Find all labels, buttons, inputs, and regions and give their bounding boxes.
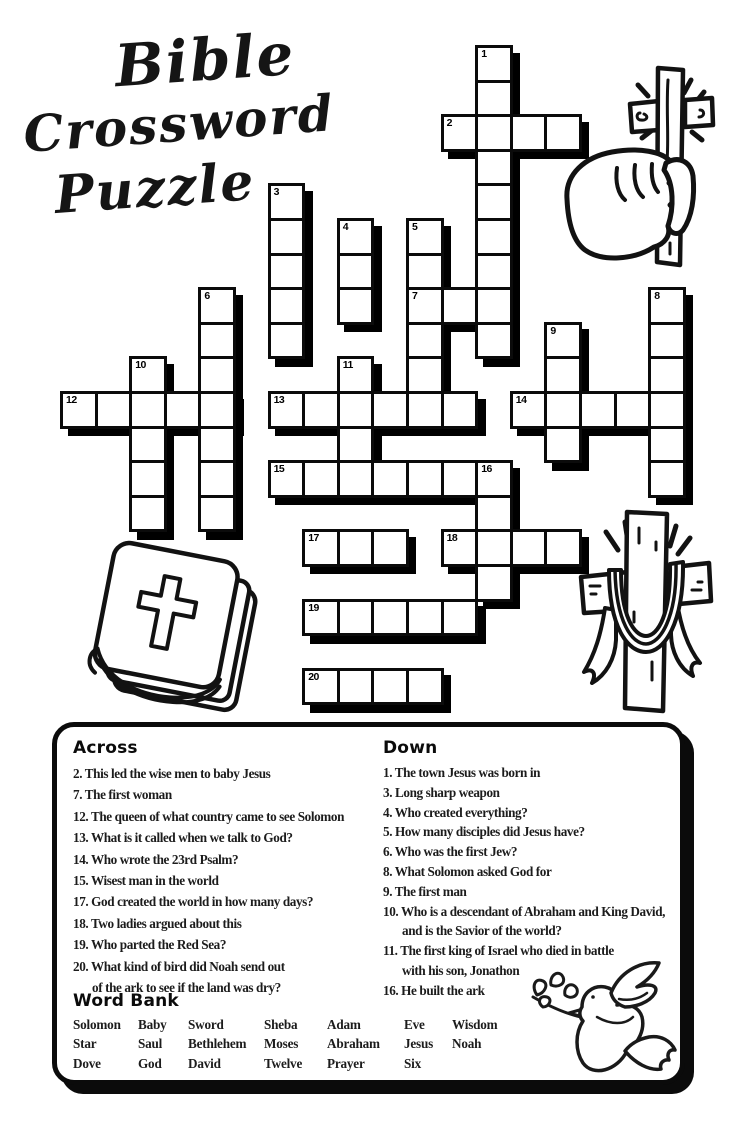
clue-item: 1. The town Jesus was born in (383, 765, 541, 780)
grid-cell[interactable] (98, 394, 130, 426)
grid-cell[interactable] (547, 359, 579, 391)
grid-cell[interactable] (374, 602, 406, 634)
clue-item: 19. Who parted the Red Sea? (73, 937, 227, 953)
grid-cell[interactable] (201, 325, 233, 357)
grid-cell[interactable] (374, 532, 406, 564)
grid-cell-number: 19 (308, 601, 319, 614)
grid-cell[interactable] (340, 256, 372, 288)
word-bank-word: Adam (327, 1017, 361, 1032)
grid-cell-number: 1 (481, 48, 487, 60)
grid-cell-number: 14 (515, 394, 527, 406)
grid-cell[interactable] (478, 567, 510, 599)
word-bank-header: Word Bank (73, 991, 179, 1011)
clue-item: 10. Who is a descendant of Abraham and King David, and is the Savior of the world? (383, 902, 679, 942)
title-line-3: Puzzle (52, 151, 258, 226)
grid-cell-number: 12 (66, 394, 77, 406)
grid-cell[interactable] (444, 394, 476, 426)
word-18-across (441, 529, 582, 567)
bible-book-icon (90, 542, 262, 714)
word-bank-word: Wisdom (452, 1017, 498, 1032)
clue-item: 12. The queen of what country came to see Solomon (73, 808, 345, 824)
grid-cell[interactable] (409, 256, 441, 288)
grid-cell[interactable] (132, 498, 164, 530)
clue-item: 15. Wisest man in the world (73, 873, 219, 889)
word-bank-word: Prayer (327, 1055, 365, 1071)
word-14-across (510, 391, 686, 429)
grid-cell-number: 10 (135, 359, 146, 372)
word-bank-grid (73, 1017, 497, 1075)
grid-cell-number: 6 (204, 290, 210, 303)
grid-cell[interactable] (444, 290, 476, 322)
grid-cell[interactable] (409, 463, 441, 495)
word-bank-word: Twelve (264, 1055, 303, 1071)
grid-cell[interactable] (132, 394, 164, 426)
clue-item: 13. What is it called when we talk to God? (73, 830, 293, 846)
grid-cell[interactable] (651, 463, 683, 495)
grid-cell[interactable] (201, 359, 233, 391)
across-clue-list (73, 763, 378, 998)
grid-cell[interactable] (201, 498, 233, 530)
clue-item-wrap: of the ark to see if the land was dry? (92, 980, 281, 996)
clue-item: 4. Who created everything? (383, 804, 528, 820)
grid-cell[interactable] (374, 394, 406, 426)
clues-panel (52, 722, 685, 1085)
across-header: Across (73, 738, 138, 758)
clue-item: 7. The first woman (73, 787, 172, 803)
grid-cell[interactable] (132, 429, 164, 461)
word-20-across (302, 668, 443, 706)
grid-cell[interactable] (478, 83, 510, 115)
grid-cell[interactable] (340, 532, 372, 564)
word-bank-word: Bethlehem (188, 1036, 247, 1052)
grid-cell-number: 9 (550, 324, 556, 337)
word-bank-word: Moses (264, 1036, 299, 1052)
clue-item-wrap: with his son, Jonathon (402, 962, 520, 978)
grid-cell[interactable] (513, 532, 545, 564)
grid-cell[interactable] (340, 394, 372, 426)
word-19-across (302, 599, 478, 637)
grid-cell[interactable] (478, 117, 510, 149)
grid-cell-number: 3 (273, 186, 279, 199)
title-line-2: Crossword (21, 83, 337, 164)
word-bank-word: Saul (138, 1036, 163, 1052)
grid-cell[interactable] (374, 463, 406, 495)
word-bank-word: Star (73, 1036, 97, 1052)
word-bank-word: Sheba (264, 1017, 298, 1032)
grid-cell[interactable] (305, 394, 337, 426)
hand-holding-cross-icon (552, 58, 734, 280)
grid-cell[interactable] (478, 290, 510, 322)
grid-cell[interactable] (340, 429, 372, 461)
grid-cell[interactable] (409, 325, 441, 357)
word-bank-word: Noah (452, 1036, 482, 1052)
grid-cell[interactable] (201, 463, 233, 495)
grid-cell[interactable] (201, 429, 233, 461)
word-bank-word: David (188, 1055, 221, 1071)
clue-item-wrap: and is the Savior of the world? (402, 923, 562, 939)
grid-cell[interactable] (271, 290, 303, 322)
grid-cell[interactable] (651, 325, 683, 357)
clue-item: 6. Who was the first Jew? (383, 844, 518, 860)
grid-cell-number: 17 (308, 532, 319, 545)
grid-cell[interactable] (409, 394, 441, 426)
grid-cell[interactable] (444, 602, 476, 634)
grid-cell[interactable] (305, 463, 337, 495)
word-bank-word: Solomon (73, 1017, 121, 1032)
dove-with-olive-branch-icon (527, 955, 687, 1083)
grid-cell[interactable] (547, 532, 579, 564)
clue-item: 20. What kind of bird did Noah send out of the ark to see if the land was dry? (73, 956, 378, 999)
word-bank-section (73, 990, 497, 1075)
grid-cell-number: 20 (308, 670, 319, 683)
clue-item: 18. Two ladies argued about this (73, 915, 242, 931)
word-4-down (337, 218, 375, 325)
word-bank-word: Six (404, 1055, 421, 1071)
grid-cell-number: 7 (412, 290, 418, 303)
title-line-1: Bible (112, 19, 298, 101)
word-bank-word: Baby (138, 1017, 167, 1032)
grid-cell-number: 18 (446, 532, 458, 545)
grid-cell-number: 2 (446, 117, 452, 130)
grid-cell-number: 16 (481, 463, 492, 476)
grid-cell[interactable] (547, 429, 579, 461)
grid-cell[interactable] (340, 671, 372, 703)
grid-cell[interactable] (340, 463, 372, 495)
word-bank-word: Sword (188, 1017, 224, 1032)
clue-item: 2. This led the wise men to baby Jesus (73, 766, 271, 781)
grid-cell[interactable] (132, 463, 164, 495)
grid-cell[interactable] (409, 671, 441, 703)
word-12-across (60, 391, 236, 429)
clue-item: 8. What Solomon asked God for (383, 863, 552, 879)
grid-cell[interactable] (340, 602, 372, 634)
grid-cell[interactable] (651, 429, 683, 461)
grid-cell[interactable] (478, 221, 510, 253)
clue-item: 9. The first man (383, 883, 467, 899)
grid-cell[interactable] (582, 394, 614, 426)
word-bank-word: Abraham (327, 1036, 380, 1052)
word-bank-word: Jesus (404, 1036, 434, 1052)
grid-cell[interactable] (340, 290, 372, 322)
word-13-across (268, 391, 479, 429)
clue-item: 16. He built the ark (383, 982, 485, 998)
cross-with-shroud-icon (576, 502, 716, 717)
word-17-across (302, 529, 409, 567)
grid-cell[interactable] (617, 394, 649, 426)
clue-item: 3. Long sharp weapon (383, 784, 500, 800)
word-3-down (268, 183, 306, 359)
clue-item: 14. Who wrote the 23rd Psalm? (73, 851, 239, 867)
grid-cell[interactable] (374, 671, 406, 703)
down-header: Down (383, 738, 438, 758)
grid-cell[interactable] (478, 186, 510, 218)
grid-cell-number: 15 (273, 463, 285, 476)
grid-cell[interactable] (271, 325, 303, 357)
grid-cell[interactable] (651, 394, 683, 426)
grid-cell[interactable] (444, 463, 476, 495)
grid-cell-number: 13 (273, 394, 285, 406)
grid-cell[interactable] (201, 394, 233, 426)
clue-item: 17. God created the world in how many days? (73, 894, 314, 910)
grid-cell[interactable] (271, 256, 303, 288)
word-10-down (129, 356, 167, 532)
clue-item: 11. The first king of Israel who died in battle with his son, Jonathon (383, 941, 679, 981)
grid-cell[interactable] (547, 394, 579, 426)
grid-cell[interactable] (478, 498, 510, 530)
grid-cell-number: 5 (412, 221, 418, 233)
grid-cell-number: 4 (342, 221, 349, 233)
clue-item: 5. How many disciples did Jesus have? (383, 824, 585, 840)
word-bank-word: God (138, 1055, 162, 1071)
grid-cell[interactable] (513, 117, 545, 149)
grid-cell[interactable] (478, 325, 510, 357)
grid-cell[interactable] (271, 221, 303, 253)
grid-cell[interactable] (478, 256, 510, 288)
grid-cell[interactable] (478, 532, 510, 564)
grid-cell[interactable] (409, 359, 441, 391)
grid-cell-number: 8 (654, 290, 660, 303)
grid-cell[interactable] (409, 602, 441, 634)
grid-cell[interactable] (651, 359, 683, 391)
word-bank-word: Eve (404, 1017, 425, 1032)
across-section (73, 737, 378, 998)
grid-cell[interactable] (167, 394, 199, 426)
grid-cell[interactable] (478, 152, 510, 184)
grid-cell-number: 11 (342, 359, 353, 372)
word-7-across (406, 287, 513, 325)
word-bank-word: Dove (73, 1055, 101, 1071)
